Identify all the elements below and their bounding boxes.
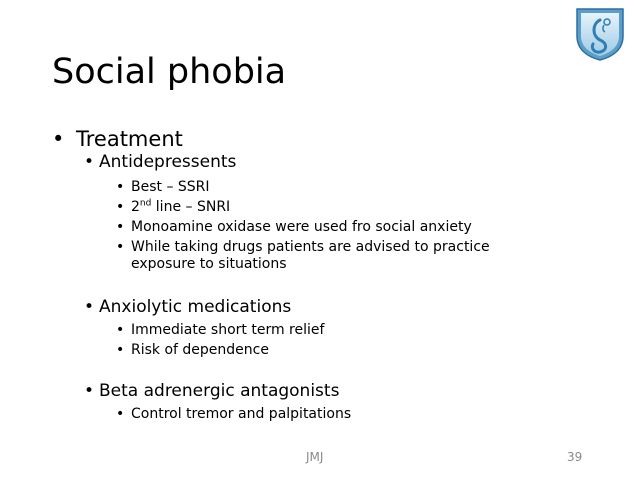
second-line-text: line – SNRI	[151, 199, 231, 215]
bullet-mark: •	[84, 381, 95, 401]
bullet-mark: •	[116, 342, 125, 358]
control-tremor-text: Control tremor and palpitations	[131, 406, 352, 422]
bullet-mark: •	[84, 297, 95, 317]
bullet-beta	[84, 380, 339, 402]
bullet-mark: •	[116, 199, 125, 215]
bullet-anxiolytic	[84, 296, 291, 318]
bullet-control-tremor	[116, 406, 351, 423]
bullet-mao	[116, 219, 472, 236]
slide-title: Social phobia	[52, 52, 287, 92]
treatment-text: Treatment	[76, 127, 183, 151]
bullet-treatment	[52, 126, 183, 152]
best-ssri-text: Best – SSRI	[131, 179, 210, 195]
anxiolytic-text: Anxiolytic medications	[99, 297, 292, 317]
bullet-immediate-relief	[116, 322, 324, 339]
risk-dependence-text: Risk of dependence	[131, 342, 269, 358]
bullet-mark: •	[116, 179, 125, 195]
second-line-sup: nd	[139, 198, 152, 209]
drugs-line-1: While taking drugs patients are advised to practice	[131, 239, 490, 255]
bullet-second-line	[116, 199, 230, 216]
second-line-num: 2	[131, 199, 140, 215]
antidepressants-text: Antidepressents	[99, 152, 237, 172]
bullet-risk-dependence	[116, 342, 269, 359]
bullet-mark: •	[52, 127, 65, 151]
bullet-mark: •	[84, 152, 95, 172]
bullet-mark: •	[116, 406, 125, 422]
bullet-mark: •	[116, 219, 125, 235]
bullet-mark: •	[116, 239, 125, 255]
beta-text: Beta adrenergic antagonists	[99, 381, 340, 401]
immediate-relief-text: Immediate short term relief	[131, 322, 325, 338]
shield-logo-icon	[574, 6, 626, 62]
mao-text: Monoamine oxidase were used fro social anxiety	[131, 219, 472, 235]
bullet-mark: •	[116, 322, 125, 338]
bullet-drugs-exposure	[116, 239, 490, 273]
bullet-antidepressants	[84, 151, 236, 173]
page-number: 39	[567, 450, 583, 464]
drugs-line-2: exposure to situations	[131, 256, 287, 272]
footer-text: JMJ	[306, 450, 324, 464]
bullet-best-ssri	[116, 179, 210, 196]
